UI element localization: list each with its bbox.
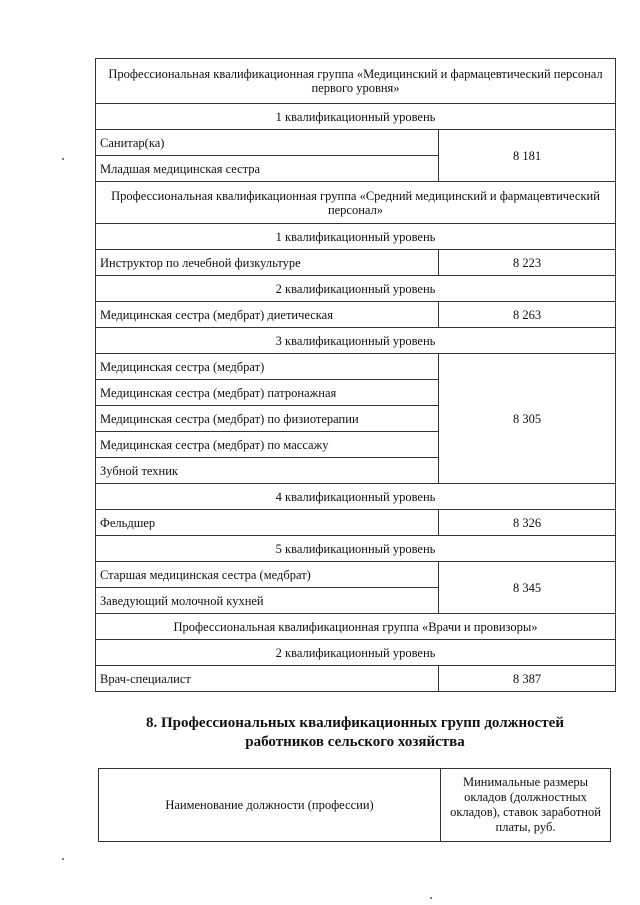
position-row: [96, 666, 616, 692]
salary-value: 8 305: [439, 354, 616, 484]
position-row: [96, 510, 616, 536]
level-row: [96, 328, 616, 354]
position-name: Заведующий молочной кухней: [96, 588, 439, 614]
position-name: Медицинская сестра (медбрат) диетическая: [96, 302, 439, 328]
section-heading-line: работников сельского хозяйства: [245, 734, 465, 750]
scan-speck: [62, 158, 64, 160]
group-row: [96, 59, 616, 104]
position-name: Врач-специалист: [96, 666, 439, 692]
header-row: [99, 769, 611, 842]
position-name: Зубной техник: [96, 458, 439, 484]
salary-table: [95, 58, 616, 692]
group-row: [96, 182, 616, 224]
level-label: 2 квалификационный уровень: [96, 276, 616, 302]
salary-value: 8 223: [439, 250, 616, 276]
group-row: [96, 614, 616, 640]
level-row: [96, 276, 616, 302]
level-label: 1 квалификационный уровень: [96, 224, 616, 250]
position-row: [96, 250, 616, 276]
salary-value: 8 263: [439, 302, 616, 328]
group-title-doctors: Профессиональная квалификационная группа «Врачи и провизоры»: [96, 614, 616, 640]
section-heading-line: 8. Профессиональных квалификационных групп должностей: [146, 715, 564, 731]
level-row: [96, 536, 616, 562]
level-label: 2 квалификационный уровень: [96, 640, 616, 666]
position-row: [96, 354, 616, 380]
level-label: 1 квалификационный уровень: [96, 104, 616, 130]
column-header-min-salary: Минимальные размеры окладов (должностных окладов), ставок заработной платы, руб.: [441, 769, 611, 842]
position-row: [96, 562, 616, 588]
position-name: Инструктор по лечебной физкультуре: [96, 250, 439, 276]
position-name: Медицинская сестра (медбрат): [96, 354, 439, 380]
level-label: 5 квалификационный уровень: [96, 536, 616, 562]
salary-value: 8 345: [439, 562, 616, 614]
scan-speck: [62, 858, 64, 860]
level-row: [96, 484, 616, 510]
position-name: Санитар(ка): [96, 130, 439, 156]
position-name: Младшая медицинская сестра: [96, 156, 439, 182]
column-header-position: Наименование должности (профессии): [99, 769, 441, 842]
group-title-medical-pharm-middle: Профессиональная квалификационная группа «Средний медицинский и фармацевтический персонал»: [96, 182, 616, 224]
level-row: [96, 104, 616, 130]
salary-value: 8 181: [439, 130, 616, 182]
position-name: Медицинская сестра (медбрат) по физиотерапии: [96, 406, 439, 432]
section-heading: [95, 714, 615, 752]
level-label: 4 квалификационный уровень: [96, 484, 616, 510]
position-row: [96, 130, 616, 156]
salary-value: 8 326: [439, 510, 616, 536]
level-label: 3 квалификационный уровень: [96, 328, 616, 354]
salary-value: 8 387: [439, 666, 616, 692]
scan-speck: [430, 897, 432, 899]
level-row: [96, 640, 616, 666]
position-name: Медицинская сестра (медбрат) по массажу: [96, 432, 439, 458]
position-row: [96, 302, 616, 328]
position-name: Медицинская сестра (медбрат) патронажная: [96, 380, 439, 406]
agriculture-table-header: [98, 768, 611, 842]
level-row: [96, 224, 616, 250]
position-name: Старшая медицинская сестра (медбрат): [96, 562, 439, 588]
group-title-medical-pharm-first: Профессиональная квалификационная группа «Медицинский и фармацевтический персонал первого уровня»: [96, 59, 616, 104]
position-name: Фельдшер: [96, 510, 439, 536]
